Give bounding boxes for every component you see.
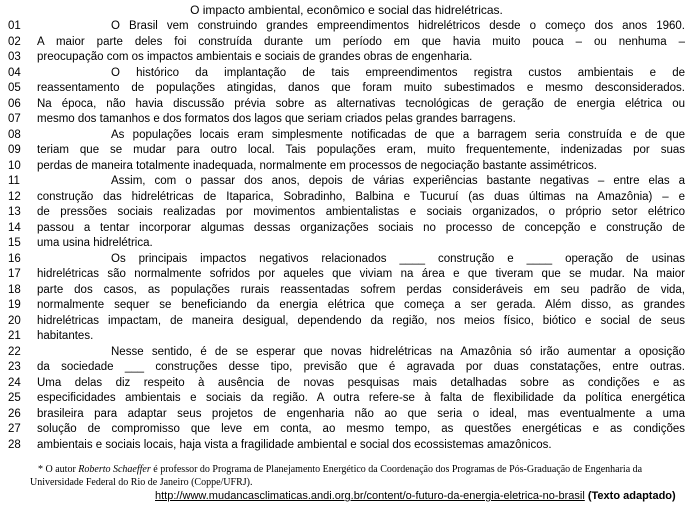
text-line: [8, 205, 685, 221]
text-line: [8, 159, 685, 175]
page-title: O impacto ambiental, econômico e social das hidrelétricas.: [190, 3, 503, 17]
line-text: O histórico da implantação de tais empreendimentos registra custos ambientais e de: [111, 66, 685, 79]
line-text: Na época, não havia discussão prévia sobre as alternativas tecnológicas de geração de energia elétrica ou: [37, 97, 685, 110]
line-text: hidrelétricas são normalmente sofridos por aqueles que viviam na área e que tiveram que se mudar. Na maior: [37, 268, 685, 280]
line-number: 15: [8, 237, 21, 249]
author-name: Roberto Schaeffer: [78, 464, 151, 475]
line-number: 17: [8, 268, 21, 280]
text-line: [8, 190, 685, 206]
line-number: 13: [8, 206, 21, 218]
line-text: da sociedade ___ construções desse tipo, previsão que é agravada por duas constatações, entre outras.: [37, 361, 685, 373]
footnote-rest: é professor do Programa de Planejamento Energético da Coordenação dos Programas de Pós-Graduação de Engenharia da Universidade Federal do Rio de Janeiro (Coppe/UFRJ).: [30, 464, 643, 488]
line-number: 28: [8, 438, 21, 451]
line-text: hidrelétricas impactam, de maneira desigual, dependendo da região, nos meios físico, biótico e social de seus: [37, 314, 685, 327]
line-number: 03: [8, 51, 21, 63]
line-number: 21: [8, 330, 21, 342]
line-number: 05: [8, 82, 21, 94]
text-lines: [8, 19, 685, 453]
text-line: [8, 345, 685, 361]
line-text: Assim, com o passar dos anos, depois de várias experiências bastante negativas – entre elas a: [111, 175, 685, 187]
text-line: [8, 329, 685, 345]
text-line: [8, 143, 685, 159]
line-text: reassentamento de populações atingidas, danos que foram muito subestimados e mesmo desconsiderados.: [37, 82, 685, 94]
line-number: 11: [8, 175, 20, 187]
line-text: preocupação com os impactos ambientais e sociais de grandes obras de engenharia.: [37, 51, 473, 63]
text-line: [8, 19, 685, 35]
line-number: 08: [8, 128, 21, 141]
text-line: [8, 252, 685, 268]
texto-adaptado-label: (Texto adaptado): [584, 490, 676, 502]
text-line: [8, 314, 685, 330]
line-number: 24: [8, 376, 21, 389]
line-number: 20: [8, 314, 21, 327]
line-number: 02: [8, 35, 21, 48]
line-text: A maior parte deles foi construída durante um período em que havia muito pouca – ou nenhuma –: [37, 35, 685, 48]
line-number: 07: [8, 113, 21, 125]
text-line: [8, 221, 685, 237]
line-number: 25: [8, 392, 21, 404]
line-number: 06: [8, 97, 21, 110]
text-line: [8, 391, 685, 407]
text-line: [8, 97, 685, 113]
text-line: [8, 66, 685, 82]
footnote-prefix: * O autor: [38, 464, 79, 475]
text-line: [8, 407, 685, 423]
line-text: brasileira para adaptar seus projetos de engenharia não ao que seria o ideal, mas eventualmente a uma: [37, 407, 685, 420]
line-text: perdas de maneira totalmente inadequada, normalmente em processos de negociação bastante assimétricos.: [37, 159, 597, 172]
line-number: 09: [8, 144, 21, 156]
line-number: 10: [8, 159, 21, 172]
line-number: 14: [8, 221, 21, 234]
text-line: [8, 174, 685, 190]
text-line: [8, 298, 685, 314]
line-number: 04: [8, 66, 21, 79]
text-line: [8, 376, 685, 392]
line-number: 01: [8, 20, 21, 32]
text-line: [8, 35, 685, 51]
line-number: 22: [8, 345, 21, 358]
text-line: [8, 81, 685, 97]
line-number: 18: [8, 283, 21, 296]
line-number: 16: [8, 252, 21, 265]
line-text: habitantes.: [37, 330, 94, 342]
text-line: [8, 438, 685, 454]
text-line: [8, 422, 685, 438]
source-url-link[interactable]: http://www.mudancasclimaticas.andi.org.br/content/o-futuro-da-energia-eletrica-no-brasil: [155, 490, 585, 502]
line-number: 12: [8, 190, 21, 203]
line-text: passou a tentar incorporar algumas dessas organizações sociais no processo de concepção e construção de: [37, 221, 685, 234]
line-text: construção das hidrelétricas de Itaparica, Sobradinho, Balbina e Tucuruí (as duas últimas na Amazônia) – e: [37, 190, 685, 203]
line-text: Nesse sentido, é de se esperar que novas hidrelétricas na Amazônia só irão aumentar a oposição: [111, 345, 685, 358]
line-text: ambientais e sociais locais, haja vista a fragilidade ambiental e social dos ecossistemas amazônicos.: [37, 438, 552, 451]
text-line: [8, 283, 685, 299]
line-text: O Brasil vem construindo grandes empreendimentos hidrelétricos desde o começo dos anos 1960.: [111, 20, 685, 32]
source-line: [155, 489, 685, 503]
line-text: teriam que se mudar para outro local. Tais populações eram, muito frequentemente, indenizadas por suas: [37, 144, 685, 156]
line-text: especificidades ambientais e sociais da região. A outra refere-se à falta de flexibilidade da política energética: [37, 392, 685, 404]
text-line: [8, 360, 685, 376]
line-text: solução de compromisso que leve em conta, ao mesmo tempo, as questões energéticas e as condições: [37, 423, 685, 435]
line-text: Uma delas diz respeito à ausência de novas pesquisas mais detalhadas sobre as condições e as: [37, 376, 685, 389]
line-text: normalmente sequer se beneficiando da energia elétrica que começa a ser gerada. Além disso, as grandes: [37, 299, 685, 311]
line-text: uma usina hidrelétrica.: [37, 237, 153, 249]
line-number: 27: [8, 423, 21, 435]
text-line: [8, 50, 685, 66]
line-text: Os principais impactos negativos relacionados ____ construção e ____ operação de usinas: [111, 252, 685, 265]
text-line: [8, 112, 685, 128]
line-text: parte dos casos, as populações rurais reassentadas sofrem perdas consideráveis em seu padrão de vida,: [37, 283, 685, 296]
line-text: de pressões sociais realizadas por movimentos ambientalistas e sociais organizados, o próprio setor elétrico: [37, 206, 685, 218]
text-line: [8, 267, 685, 283]
text-line: [8, 236, 685, 252]
line-number: 26: [8, 407, 21, 420]
footnote: [30, 463, 685, 489]
line-number: 19: [8, 299, 21, 311]
line-text: mesmo dos tamanhos e dos formatos dos lagos que seriam criados pelas grandes barragens.: [37, 113, 516, 125]
text-line: [8, 128, 685, 144]
line-number: 23: [8, 361, 21, 373]
line-text: As populações locais eram simplesmente notificadas de que a barragem seria construída e de que: [111, 128, 685, 141]
